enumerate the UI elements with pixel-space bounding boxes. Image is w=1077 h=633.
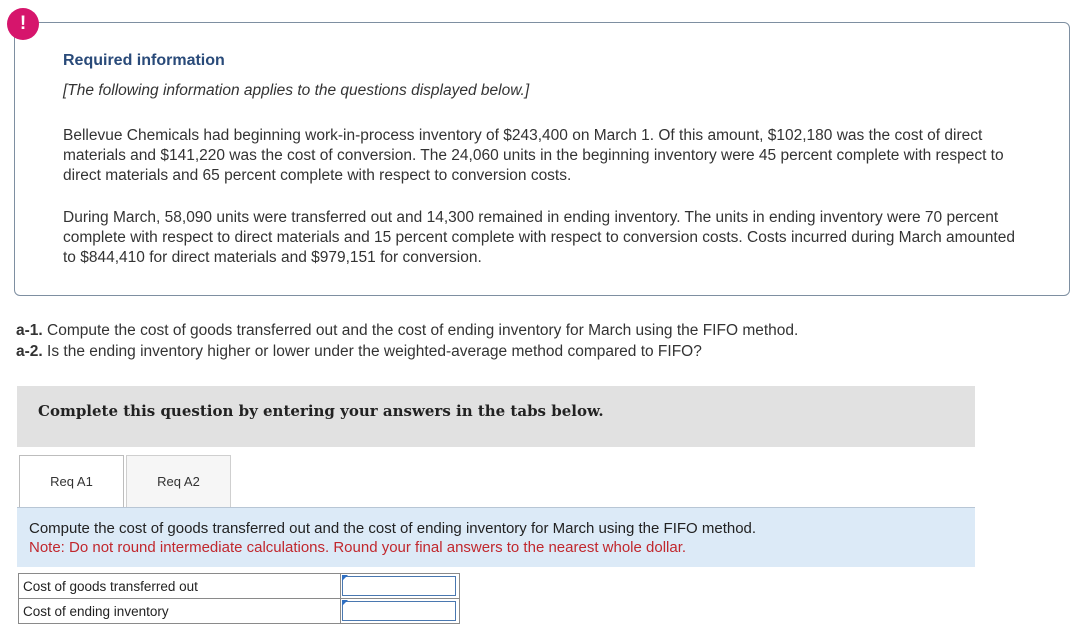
question-a2: [16, 341, 1016, 362]
input-marker-icon: [342, 575, 348, 581]
input-marker-icon: [342, 600, 348, 606]
panel-prompt: Compute the cost of goods transferred out and the cost of ending inventory for March using the FIFO method.: [29, 520, 757, 537]
info-paragraph-2: During March, 58,090 units were transferred out and 14,300 remained in ending inventory. The units in ending inventory were 70 percent complete with respect to direct materials and 15 percent complete with respect to conversion costs. Costs incurred during March amounted to $844,410 for direct materials and $979,151 for conversion.: [63, 209, 1015, 266]
answer-table: [18, 573, 460, 624]
info-note: [The following information applies to the questions displayed below.]: [63, 82, 530, 99]
instruction-bar: [17, 386, 975, 447]
table-row: [19, 599, 460, 624]
panel-note: Note: Do not round intermediate calculations. Round your final answers to the nearest whole dollar.: [29, 539, 687, 556]
cost-transferred-out-input[interactable]: [342, 576, 456, 596]
question-a2-text: Is the ending inventory higher or lower under the weighted-average method compared to FIFO?: [47, 343, 702, 360]
alert-icon: !: [7, 8, 39, 40]
required-information-box: [14, 22, 1070, 296]
question-a2-id: a-2.: [16, 343, 43, 360]
instruction-text: Complete this question by entering your answers in the tabs below.: [38, 402, 604, 420]
question-a1-id: a-1.: [16, 322, 43, 339]
cost-transferred-out-label: Cost of goods transferred out: [19, 574, 341, 599]
tab-req-a2[interactable]: Req A2: [126, 455, 231, 508]
tab-req-a1[interactable]: Req A1: [19, 455, 124, 509]
question-list: [16, 320, 1016, 362]
info-paragraph-1: Bellevue Chemicals had beginning work-in-process inventory of $243,400 on March 1. Of this amount, $102,180 was the cost of direct materials and $141,220 was the cost of conversion. The 24,060 units in the beginning inventory were 45 percent complete with respect to direct materials and 65 percent complete with respect to conversion costs.: [63, 127, 1004, 184]
tab-content-panel: [17, 508, 975, 567]
cost-ending-inventory-cell: [341, 599, 460, 624]
table-row: [19, 574, 460, 599]
info-title: Required information: [63, 52, 225, 69]
cost-transferred-out-cell: [341, 574, 460, 599]
question-a1-text: Compute the cost of goods transferred out and the cost of ending inventory for March using the FIFO method.: [47, 322, 799, 339]
question-a1: [16, 320, 1016, 341]
cost-ending-inventory-input[interactable]: [342, 601, 456, 621]
cost-ending-inventory-label: Cost of ending inventory: [19, 599, 341, 624]
